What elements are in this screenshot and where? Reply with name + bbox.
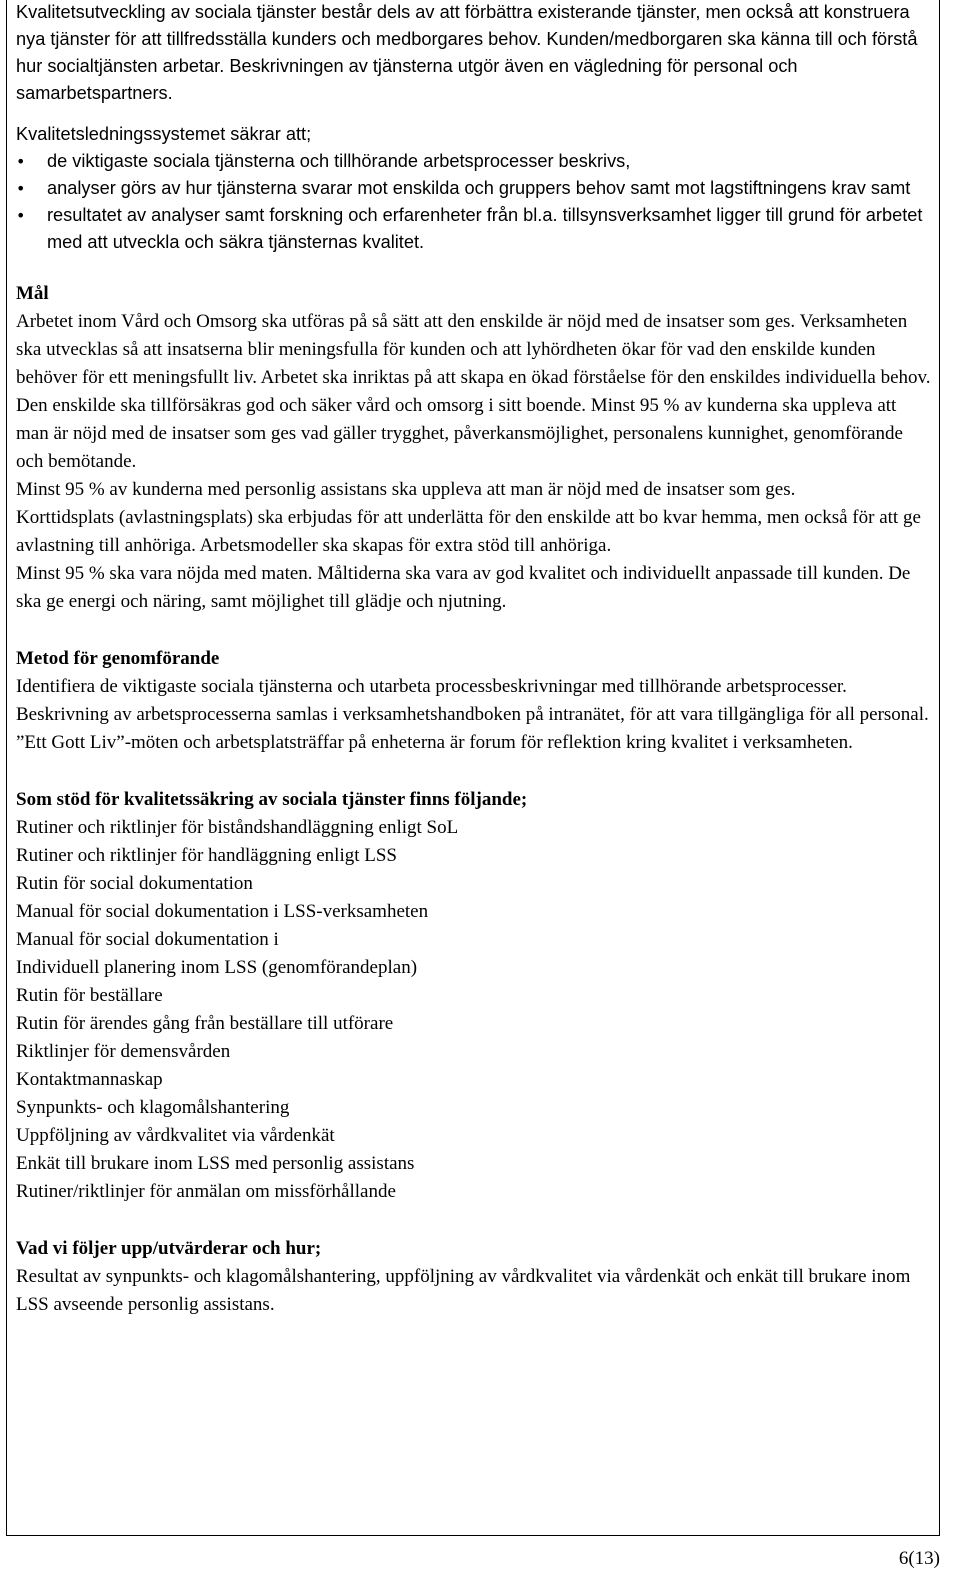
- list-item: Manual för social dokumentation i LSS-verksamheten: [16, 901, 429, 922]
- system-lead: Kvalitetsledningssystemet säkrar att;: [16, 124, 312, 144]
- metod-paragraph: ”Ett Gott Liv”-möten och arbetsplatsträffar på enheterna är forum för reflektion kring kvalitet i verksamheten.: [16, 732, 853, 753]
- system-bullet-list: [16, 148, 931, 256]
- list-item: Rutiner och riktlinjer för biståndshandläggning enligt SoL: [16, 817, 459, 838]
- section-heading-stod: Som stöd för kvalitetssäkring av sociala tjänster finns följande;: [16, 789, 528, 810]
- list-item: Uppföljning av vårdkvalitet via vårdenkät: [16, 1125, 335, 1146]
- mal-paragraph: Korttidsplats (avlastningsplats) ska erbjudas för att underlätta för den enskilde att bo kvar hemma, men också för att ge avlastning till anhöriga. Arbetsmodeller ska skapas för extra stöd till anhöriga.: [16, 507, 921, 556]
- mal-paragraph: Den enskilde ska tillförsäkras god och säker vård och omsorg i sitt boende. Minst 95 % av kunderna ska uppleva att man är nöjd med de insatser som ges vad gäller trygghet, påverkansmöjlighet, personalens kunnighet, genomförande och bemötande.: [16, 395, 903, 472]
- list-item: Rutin för ärendes gång från beställare till utförare: [16, 1013, 394, 1034]
- mal-paragraph: Arbetet inom Vård och Omsorg ska utföras på så sätt att den enskilde är nöjd med de insatser som ges. Verksamheten ska utvecklas så att insatserna blir meningsfulla för kunden och att lyhördheten ökar för vad den enskilde kunden behöver för ett meningsfullt liv. Arbetet ska inriktas på att skapa en ökad förståelse för den enskildes individuella behov.: [16, 311, 931, 388]
- section-heading-metod: Metod för genomförande: [16, 648, 220, 669]
- metod-paragraph: Identifiera de viktigaste sociala tjänsterna och utarbeta processbeskrivningar med tillhörande arbetsprocesser. Beskrivning av arbetsprocesserna samlas i verksamhetshandboken på intranätet, för att vara tillgängliga för all personal.: [16, 676, 929, 725]
- list-item: Manual för social dokumentation i: [16, 929, 279, 950]
- list-item: Riktlinjer för demensvården: [16, 1041, 231, 1062]
- document-frame: [6, 0, 940, 1536]
- stod-list: [16, 814, 931, 1206]
- list-item: Enkät till brukare inom LSS med personlig assistans: [16, 1153, 415, 1174]
- uppfoljning-paragraph: Resultat av synpunkts- och klagomålshantering, uppföljning av vårdkvalitet via vårdenkät och enkät till brukare inom LSS avseende personlig assistans.: [16, 1266, 911, 1315]
- section-heading-uppfoljning: Vad vi följer upp/utvärderar och hur;: [16, 1238, 322, 1259]
- bullet-item: • analyser görs av hur tjänsterna svarar mot enskilda och gruppers behov samt mot lagstiftningens krav samt: [16, 175, 931, 202]
- list-item: Rutiner/riktlinjer för anmälan om missförhållande: [16, 1181, 396, 1202]
- mal-paragraph: Minst 95 % av kunderna med personlig assistans ska uppleva att man är nöjd med de insatser som ges.: [16, 479, 796, 500]
- list-item: Synpunkts- och klagomålshantering: [16, 1097, 290, 1118]
- intro-paragraph: Kvalitetsutveckling av sociala tjänster består dels av att förbättra existerande tjänster, men också att konstruera nya tjänster för att tillfredsställa kunders och medborgares behov. Kunden/medborgaren ska känna till och förstå hur socialtjänsten arbetar. Beskrivningen av tjänsterna utgör även en vägledning för personal och samarbetspartners.: [16, 2, 918, 103]
- list-item: Rutiner och riktlinjer för handläggning enligt LSS: [16, 845, 397, 866]
- list-item: Kontaktmannaskap: [16, 1069, 163, 1090]
- bullet-item: • resultatet av analyser samt forskning och erfarenheter från bl.a. tillsynsverksamhet ligger till grund för arbetet med att utveckla och säkra tjänsternas kvalitet.: [16, 202, 931, 256]
- list-item: Rutin för beställare: [16, 985, 163, 1006]
- page-number: 6(13): [898, 1548, 940, 1569]
- bullet-item: • de viktigaste sociala tjänsterna och tillhörande arbetsprocesser beskrivs,: [16, 148, 931, 175]
- list-item: Rutin för social dokumentation: [16, 873, 253, 894]
- mal-paragraph: Minst 95 % ska vara nöjda med maten. Måltiderna ska vara av god kvalitet och individuellt anpassade till kunden. De ska ge energi och näring, samt möjlighet till glädje och njutning.: [16, 563, 911, 612]
- list-item: Individuell planering inom LSS (genomförandeplan): [16, 957, 418, 978]
- section-heading-mal: Mål: [16, 283, 49, 304]
